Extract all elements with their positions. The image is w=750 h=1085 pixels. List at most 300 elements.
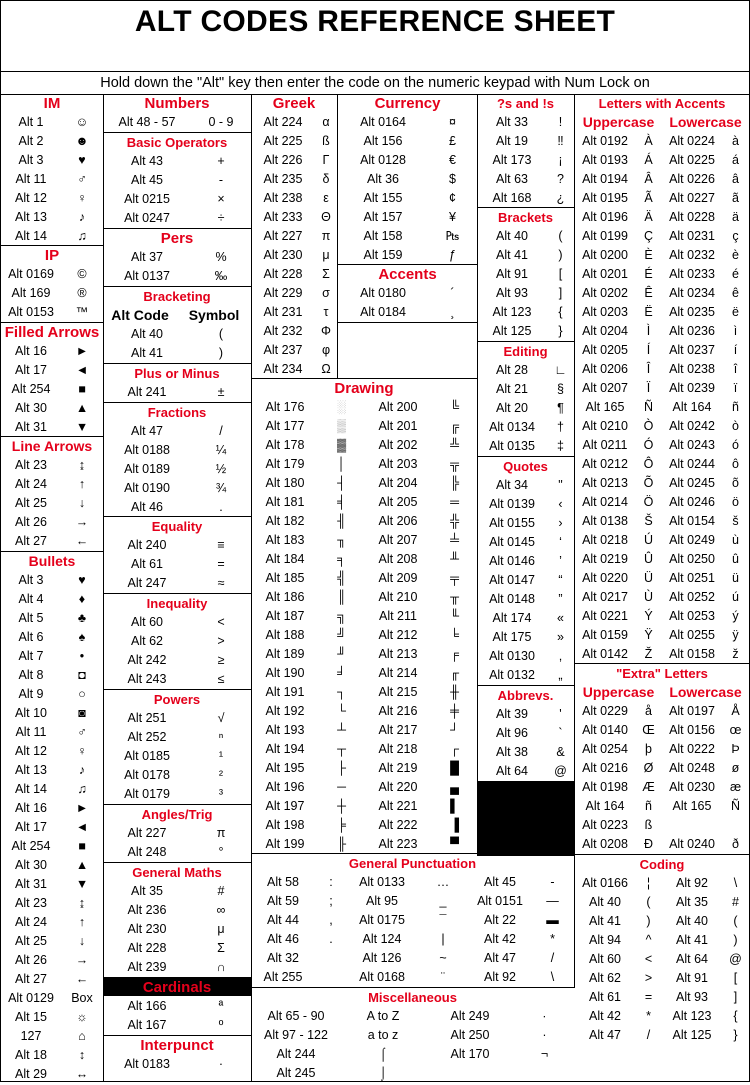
alt-code: Alt 24 [15, 477, 47, 491]
alt-code: Alt 0243 [669, 438, 715, 452]
table-row [575, 170, 749, 189]
symbol: ÿ [732, 628, 739, 642]
alt-code: Alt 0207 [582, 381, 628, 395]
alt-code: Alt 0139 [489, 497, 535, 511]
symbol: ▼ [75, 420, 89, 434]
table-row [364, 588, 477, 607]
table-row [575, 341, 749, 360]
symbol: ┐ [337, 685, 346, 699]
alt-code: Alt 202 [378, 438, 418, 452]
section-extra-letters [575, 664, 749, 855]
table-row [103, 441, 251, 460]
alt-code: Alt 60 [589, 952, 621, 966]
section-greek [251, 94, 337, 379]
alt-code: Alt 92 [676, 876, 708, 890]
table-row [103, 190, 251, 209]
table-row [251, 208, 337, 227]
alt-code: Alt 0245 [669, 476, 715, 490]
section-title: Bullets [28, 553, 76, 569]
symbol: μ [322, 248, 330, 262]
alt-code: Alt 0196 [582, 210, 628, 224]
symbol: Γ [322, 153, 330, 167]
alt-code: Alt 0153 [8, 305, 54, 319]
symbol: " [558, 478, 563, 492]
alt-code: 127 [20, 1029, 42, 1043]
symbol: ◄ [75, 363, 89, 377]
symbol: Ë [644, 305, 653, 319]
alt-code: Alt 125 [492, 324, 532, 338]
table-row [1, 361, 103, 380]
table-row [251, 683, 364, 702]
alt-code: Alt 96 [496, 726, 528, 740]
alt-code: Alt 41 [131, 346, 163, 360]
alt-code: Alt 27 [15, 972, 47, 986]
alt-code: Alt 252 [127, 730, 167, 744]
symbol: ¦ [646, 876, 651, 890]
symbol: ▐ [450, 818, 459, 832]
symbol: â [732, 172, 739, 186]
symbol: ░ [337, 400, 346, 414]
table-row [103, 267, 251, 286]
symbol: õ [732, 476, 739, 490]
table-row [103, 939, 251, 958]
alt-code: Alt 94 [589, 933, 621, 947]
symbol: ♪ [78, 210, 86, 224]
table-row [103, 113, 251, 132]
symbol: ♀ [77, 744, 87, 758]
table-row [103, 997, 251, 1016]
symbol: ¥ [449, 210, 456, 224]
symbol: ╜ [337, 647, 346, 661]
symbol: ú [732, 590, 739, 604]
table-row [251, 151, 337, 170]
symbol: ¯ [439, 913, 447, 927]
section-currency [338, 94, 477, 265]
symbol: ↨ [78, 458, 86, 472]
section-title: Plus or Minus [134, 366, 220, 381]
alt-code: Alt 30 [15, 858, 47, 872]
symbol: È [644, 248, 653, 262]
table-row [1, 475, 103, 494]
table-row [338, 227, 477, 246]
alt-code: Alt 43 [131, 154, 163, 168]
symbol: « [557, 611, 564, 625]
alt-code: Alt 235 [263, 172, 303, 186]
table-row [575, 797, 749, 816]
table-row [251, 968, 574, 987]
table-row [1, 208, 103, 227]
symbol: ◘ [78, 668, 86, 682]
table-row [477, 571, 574, 590]
table-row [364, 816, 477, 835]
alt-code: Alt 10 [15, 706, 47, 720]
symbol: ═ [450, 495, 459, 509]
section-title: Accents [378, 266, 437, 283]
table-row [103, 479, 251, 498]
table-row [251, 246, 337, 265]
symbol: › [558, 516, 563, 530]
table-row [1, 1008, 103, 1027]
symbol: ó [732, 438, 739, 452]
symbol: ô [732, 457, 739, 471]
symbol: → [75, 953, 89, 967]
symbol: ≈ [217, 576, 225, 590]
symbol: ┼ [337, 799, 346, 813]
alt-code: Alt 45 [131, 173, 163, 187]
symbol: ○ [78, 687, 86, 701]
table-row [477, 380, 574, 399]
table-row [338, 151, 477, 170]
alt-code: Alt 209 [378, 571, 418, 585]
symbol: a to z [367, 1028, 399, 1042]
table-row [1, 265, 103, 284]
table-row [103, 152, 251, 171]
table-row [251, 227, 337, 246]
alt-code: Alt 213 [378, 647, 418, 661]
section-title: Editing [503, 344, 548, 359]
alt-code: Alt 13 [15, 763, 47, 777]
section-title: Greek [272, 95, 316, 112]
symbol: Â [644, 172, 653, 186]
symbol: ø [731, 761, 740, 775]
symbol [315, 968, 347, 987]
alt-code: Alt 0228 [669, 210, 715, 224]
symbol: ∙ [542, 1009, 547, 1023]
symbol: ý [732, 609, 739, 623]
alt-code: Alt 0222 [669, 742, 715, 756]
table-row [575, 265, 749, 284]
alt-code: Alt 0200 [582, 248, 628, 262]
table-row [1, 571, 103, 590]
table-row [575, 132, 749, 151]
symbol: ´ [450, 286, 455, 300]
table-row [1, 590, 103, 609]
alt-code: Alt 0240 [669, 837, 715, 851]
table-row [575, 988, 749, 1007]
symbol: í [733, 343, 738, 357]
table-row [1, 532, 103, 551]
symbol: Ò [643, 419, 654, 433]
symbol: ° [218, 845, 224, 859]
section-title: Abbrevs. [497, 688, 554, 703]
alt-code: Alt 40 [131, 327, 163, 341]
symbol: ■ [78, 382, 86, 396]
table-row [575, 835, 749, 854]
alt-code: Alt 14 [15, 782, 47, 796]
symbol: { [558, 305, 563, 319]
section-bracketing [103, 287, 251, 364]
table-row [338, 246, 477, 265]
table-row [575, 759, 749, 778]
symbol: Σ [322, 267, 330, 281]
symbol: + [217, 154, 225, 168]
alt-code: Alt 191 [265, 685, 305, 699]
alt-code: Alt 173 [492, 153, 532, 167]
table-row [1, 418, 103, 437]
section-powers [103, 690, 251, 805]
alt-code: Alt 230 [127, 922, 167, 936]
alt-code: Alt 0195 [582, 191, 628, 205]
symbol: , [329, 913, 333, 927]
symbol: ⁿ [218, 730, 224, 744]
symbol: ▓ [336, 438, 347, 452]
table-row [1, 875, 103, 894]
symbol: ┌ [450, 742, 459, 756]
section-title: Powers [153, 692, 201, 707]
symbol: π [216, 826, 226, 840]
uppercase-header: Uppercase [582, 114, 655, 130]
table-row [575, 417, 749, 436]
symbol: { [733, 1009, 738, 1023]
symbol: < [217, 615, 225, 629]
alt-code: Alt 32 [267, 951, 299, 965]
symbol: Þ [731, 742, 740, 756]
table-row [103, 747, 251, 766]
alt-code: Alt 0225 [669, 153, 715, 167]
symbol: ╧ [450, 533, 459, 547]
alt-code: Alt 8 [18, 668, 44, 682]
table-row [1, 494, 103, 513]
symbol: ◙ [78, 706, 86, 720]
symbol: = [217, 557, 225, 571]
table-row [477, 533, 574, 552]
alt-code: Alt 215 [378, 685, 418, 699]
alt-code: Alt 4 [18, 592, 44, 606]
symbol: ¢ [449, 191, 456, 205]
alt-code: Alt 0253 [669, 609, 715, 623]
alt-code: Alt 17 [15, 820, 47, 834]
table-row [575, 702, 749, 721]
alt-code: Alt 44 [267, 913, 299, 927]
symbol: Å [731, 704, 740, 718]
table-row [103, 1016, 251, 1035]
alt-code: Alt 0166 [582, 876, 628, 890]
alt-code: Alt 210 [378, 590, 418, 604]
alt-code: Alt 123 [672, 1009, 712, 1023]
alt-code: Alt 0168 [359, 970, 405, 984]
alt-code: Alt 0234 [669, 286, 715, 300]
symbol: - [218, 173, 224, 187]
alt-code: Alt 0189 [124, 462, 170, 476]
symbol: ⌡ [379, 1066, 387, 1080]
alt-code: Alt 0226 [669, 172, 715, 186]
alt-code: Alt 242 [127, 653, 167, 667]
symbol: . [219, 500, 223, 514]
table-row [1, 704, 103, 723]
table-row [251, 398, 364, 417]
table-row [1, 837, 103, 856]
table-row [477, 609, 574, 628]
table-row [103, 709, 251, 728]
table-row [251, 778, 364, 797]
alt-code: Alt 64 [496, 764, 528, 778]
alt-code: Alt 184 [265, 552, 305, 566]
alt-code: Alt 62 [589, 971, 621, 985]
section-title: Brackets [498, 210, 553, 225]
section-title: IM [43, 95, 61, 112]
symbol: } [558, 324, 563, 338]
alt-code: Alt 0146 [489, 554, 535, 568]
alt-code: Alt 0155 [489, 516, 535, 530]
alt-code: Alt 249 [450, 1009, 490, 1023]
alt-code: Alt 220 [378, 780, 418, 794]
symbol: Ù [643, 590, 654, 604]
table-row [251, 493, 364, 512]
alt-code: Alt 200 [378, 400, 418, 414]
table-row [477, 495, 574, 514]
alt-code: Alt 26 [15, 515, 47, 529]
alt-code: Alt 0148 [489, 592, 535, 606]
table-row [1, 913, 103, 932]
symbol: ↔ [75, 1067, 89, 1081]
table-row [251, 949, 574, 968]
table-row [103, 901, 251, 920]
symbol: Î [646, 362, 651, 376]
table-row [251, 1026, 574, 1045]
section-miscellaneous [251, 988, 574, 1081]
table-row [575, 874, 749, 893]
alt-code: Alt 0218 [582, 533, 628, 547]
symbol: ♪ [78, 763, 86, 777]
column-greek [251, 94, 338, 379]
alt-code: Alt 37 [131, 250, 163, 264]
symbol: ù [732, 533, 739, 547]
symbol: ! [558, 115, 563, 129]
symbol: ‼ [557, 134, 564, 148]
alt-code: Alt 25 [15, 496, 47, 510]
symbol: ╔ [450, 419, 459, 433]
symbol: ₧ [445, 229, 460, 243]
symbol: φ [321, 343, 331, 357]
table-row [477, 265, 574, 284]
alt-code: Alt 63 [496, 172, 528, 186]
symbol: ` [558, 726, 563, 740]
table-row [477, 227, 574, 246]
table-row [575, 645, 749, 664]
alt-code: Alt 155 [363, 191, 403, 205]
symbol: ╒ [450, 647, 459, 661]
symbol: ¾ [215, 481, 227, 495]
symbol: Í [646, 343, 651, 357]
section-coding [575, 855, 749, 1045]
table-row [251, 835, 364, 854]
symbol: Õ [643, 476, 654, 490]
symbol: μ [217, 922, 225, 936]
symbol: û [732, 552, 739, 566]
symbol: æ [729, 780, 742, 794]
table-row [575, 246, 749, 265]
table-row [103, 555, 251, 574]
table-row [364, 721, 477, 740]
table-row [1, 761, 103, 780]
symbol: $ [449, 172, 456, 186]
alt-code: Alt 181 [265, 495, 305, 509]
table-row [103, 1055, 251, 1074]
table-row [1, 799, 103, 818]
table-row [251, 284, 337, 303]
table-row [477, 476, 574, 495]
symbol: ─ [337, 780, 346, 794]
symbol: - [550, 875, 555, 889]
table-row [103, 766, 251, 785]
lowercase-header: Lowercase [669, 684, 742, 700]
alt-code: Alt 175 [492, 630, 532, 644]
column-1 [1, 94, 104, 1081]
symbol: ® [77, 286, 87, 300]
alt-code: Alt 0137 [124, 269, 170, 283]
symbol: ╦ [450, 457, 459, 471]
alt-code: Alt 165 [585, 400, 625, 414]
symbol: ” [558, 592, 563, 606]
alt-code: Alt 0159 [582, 628, 628, 642]
symbol: σ [322, 286, 330, 300]
table-row [1, 380, 103, 399]
symbol: ╪ [450, 704, 459, 718]
symbol: Ü [643, 571, 654, 585]
alt-code: Alt 0179 [124, 787, 170, 801]
alt-code: Alt 192 [265, 704, 305, 718]
table-row [1, 1065, 103, 1084]
symbol: î [733, 362, 738, 376]
table-row [364, 493, 477, 512]
alt-code: Alt 0206 [582, 362, 628, 376]
symbol: ┤ [337, 476, 346, 490]
alt-code: Alt 190 [265, 666, 305, 680]
table-row [1, 1046, 103, 1065]
symbol: π [321, 229, 331, 243]
table-row [575, 931, 749, 950]
symbol: — [546, 894, 559, 908]
symbol: ü [732, 571, 739, 585]
alt-code: Alt 93 [676, 990, 708, 1004]
symbol: # [217, 884, 225, 898]
alt-code: Alt 3 [18, 573, 44, 587]
symbol: * [646, 1009, 651, 1023]
symbol: ñ [732, 400, 739, 414]
alt-code: Alt 219 [378, 761, 418, 775]
table-row [477, 590, 574, 609]
alt-code: Alt 0232 [669, 248, 715, 262]
section-quotes [477, 457, 574, 686]
symbol [315, 949, 347, 968]
alt-code: Alt 0255 [669, 628, 715, 642]
table-row [364, 740, 477, 759]
table-row [103, 574, 251, 593]
alt-code: Alt 0252 [669, 590, 715, 604]
symbol: Σ [217, 941, 225, 955]
symbol: · [542, 1028, 547, 1042]
table-row [575, 189, 749, 208]
alt-code: Alt 33 [496, 115, 528, 129]
symbol: ☻ [75, 134, 89, 148]
table-row [338, 303, 477, 322]
symbol: █ [450, 761, 459, 775]
symbol: ↓ [78, 496, 86, 510]
table-row [364, 683, 477, 702]
table-row [364, 512, 477, 531]
symbol: ¨ [440, 970, 446, 984]
alt-code: Alt 64 [676, 952, 708, 966]
symbol: ß [322, 134, 330, 148]
symbol: ã [732, 191, 739, 205]
symbol: ╓ [450, 666, 459, 680]
table-row [251, 360, 337, 379]
symbol: • [79, 649, 85, 663]
table-row [477, 724, 574, 743]
alt-code: Alt 254 [11, 839, 51, 853]
table-row [251, 569, 364, 588]
alt-code: Alt 0132 [489, 668, 535, 682]
